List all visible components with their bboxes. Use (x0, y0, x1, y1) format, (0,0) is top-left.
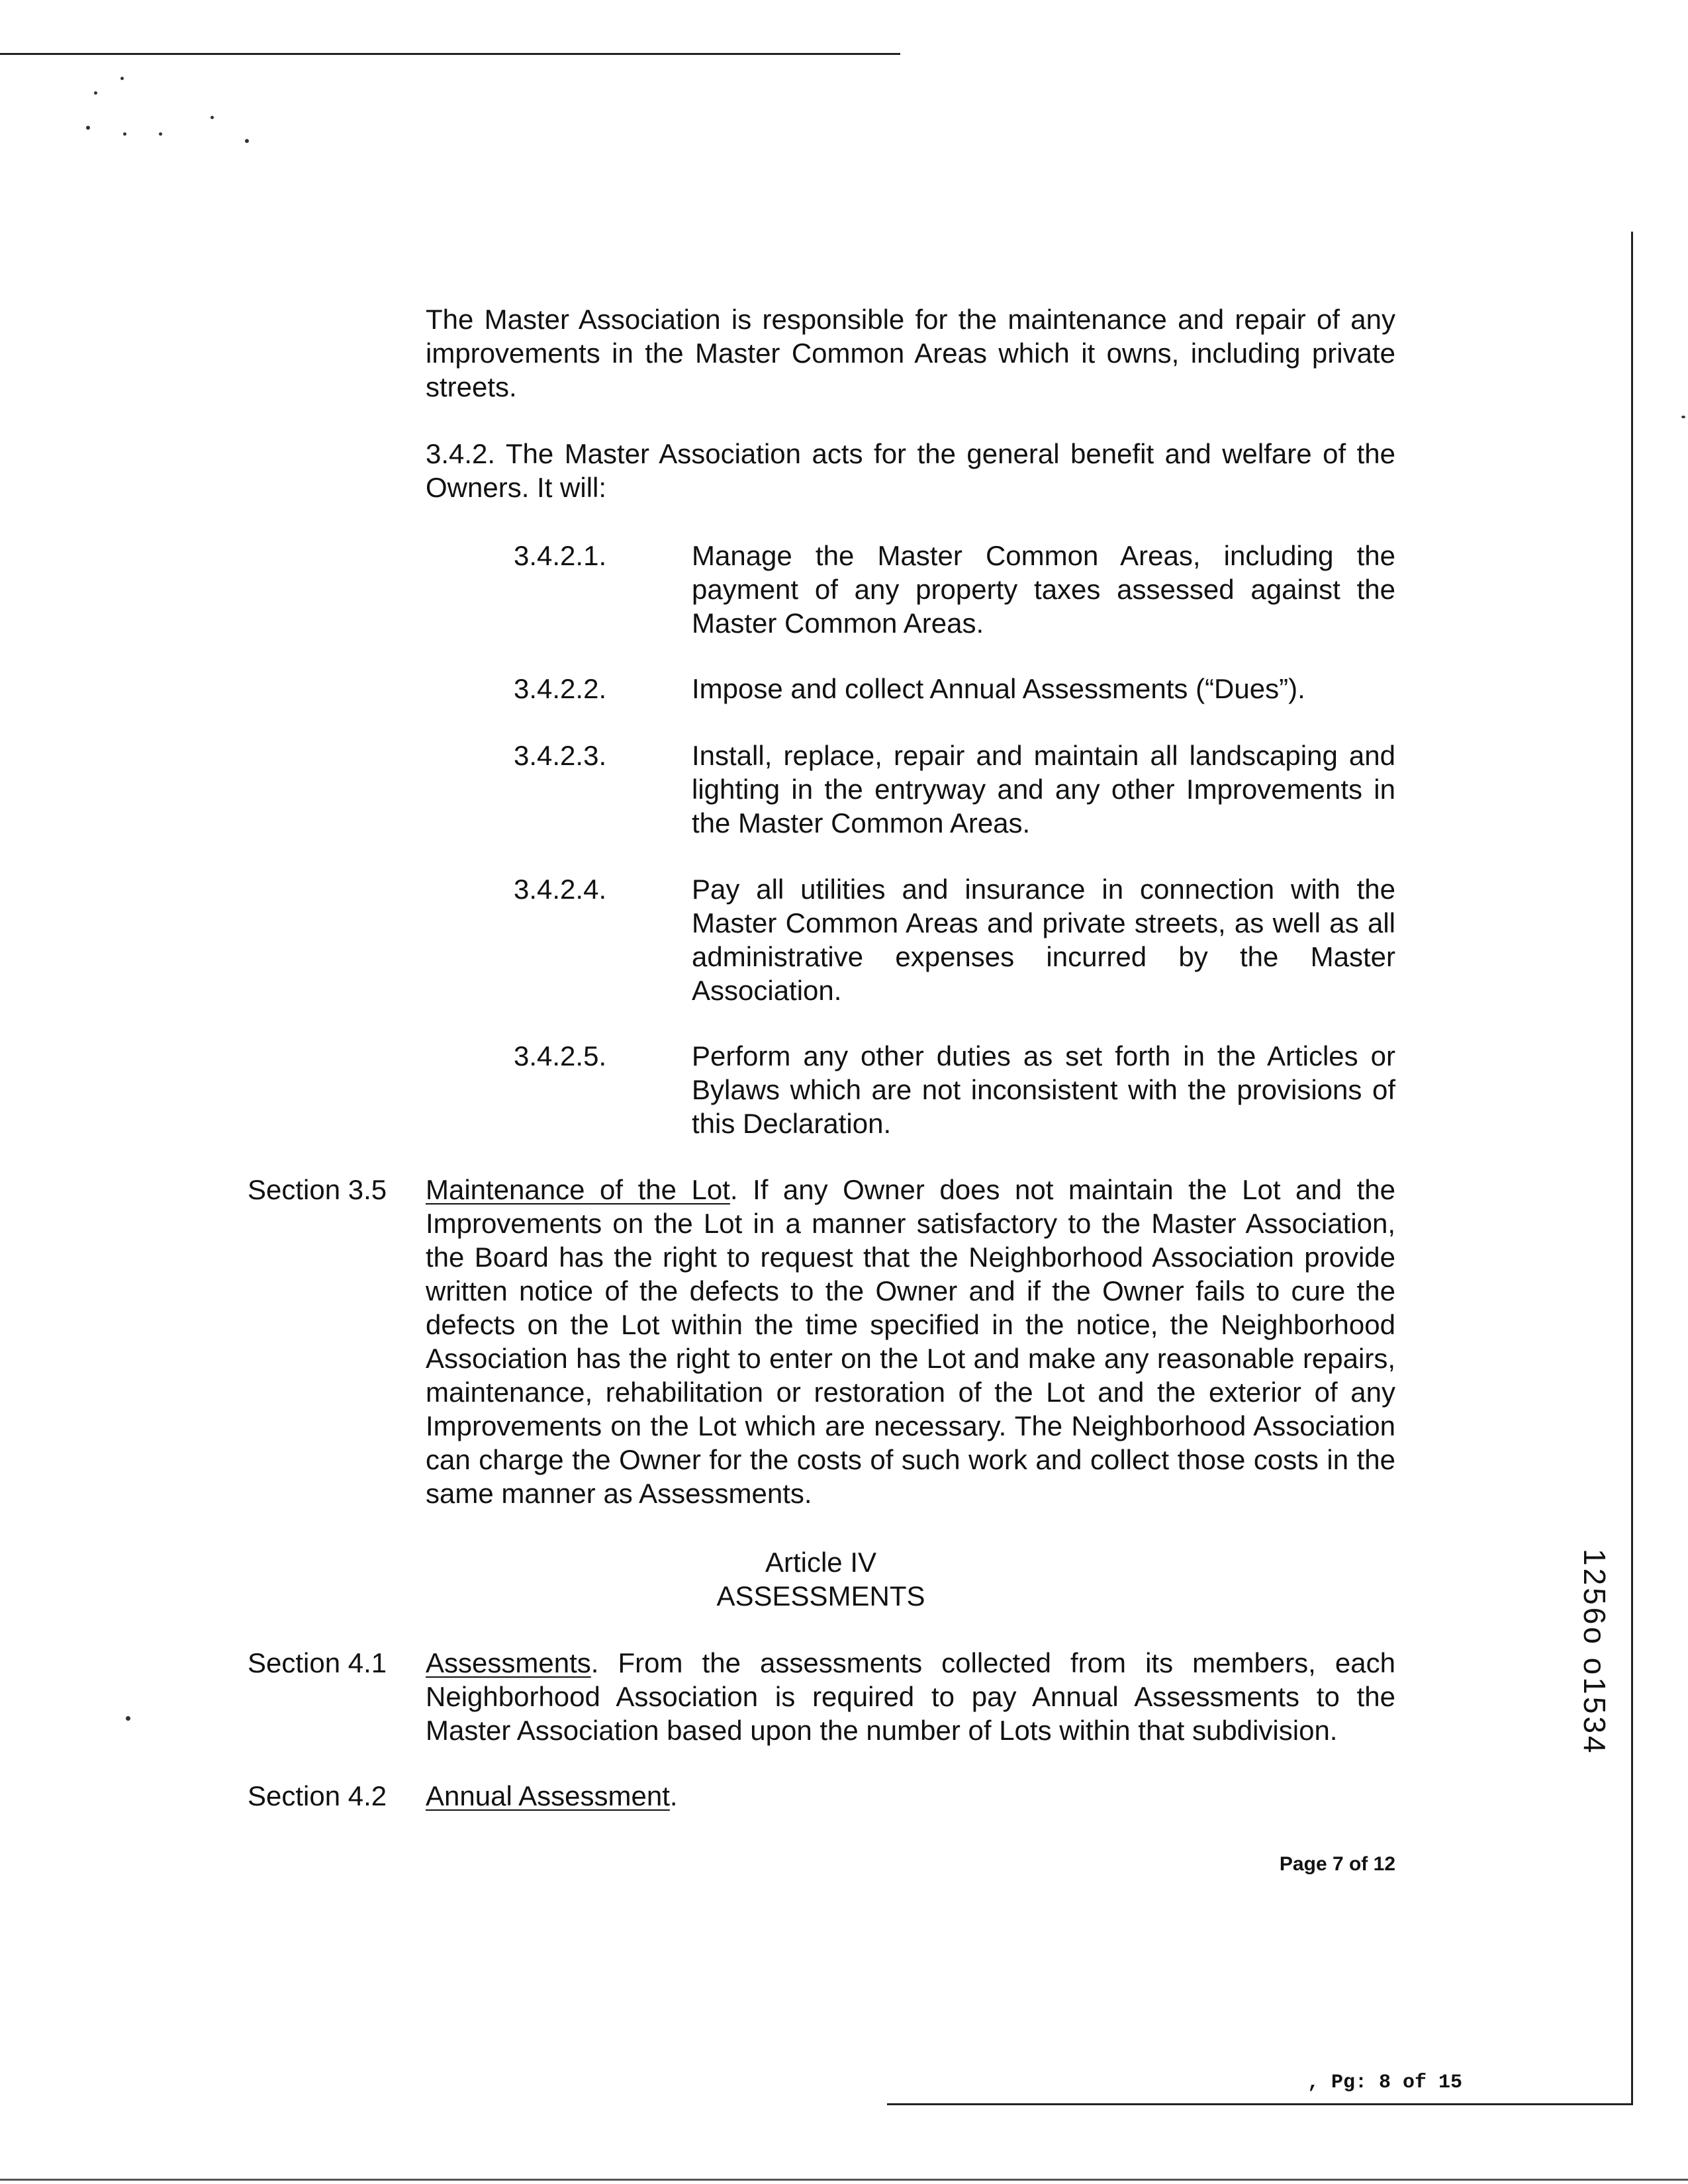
duty-text: Pay all utilities and insurance in connection with the Master Common Areas and private streets, as well as all administrative expenses incurred by the Master Association. (692, 874, 1395, 1006)
duty-text: Manage the Master Common Areas, including the payment of any property taxes assessed against the Master Common Areas. (692, 540, 1395, 639)
bottom-rule (887, 2103, 1633, 2105)
scan-speck (211, 116, 214, 119)
page-number: Page 7 of 12 (1279, 1853, 1395, 1875)
section-heading: Maintenance of the Lot (426, 1174, 730, 1205)
clause-3-4-2: 3.4.2. The Master Association acts for the general benefit and welfare of the Owners. It will: (426, 438, 1395, 503)
scan-speck (94, 91, 97, 95)
scan-speck (159, 132, 162, 136)
section-label: Section 4.1 (248, 1647, 387, 1678)
scan-speck (1681, 416, 1685, 418)
recording-number: 1256o o1534 (1577, 1549, 1612, 1756)
duty-text: Impose and collect Annual Assessments (“Dues”). (692, 673, 1305, 704)
duty-number: 3.4.2.2. (514, 673, 607, 704)
scan-speck (120, 77, 124, 80)
scan-speck (86, 126, 90, 130)
footer-page-stamp: , Pg: 8 of 15 (1307, 2071, 1463, 2094)
duty-number: 3.4.2.3. (514, 740, 607, 771)
section-label: Section 4.2 (248, 1780, 387, 1811)
section-3-5-body (426, 1173, 1395, 1510)
section-body: . (669, 1780, 678, 1811)
section-body: . If any Owner does not maintain the Lot and the Improvements on the Lot in a manner satisfactory to the Master Association, the Board has the right to request that the Neighborhood Association provide written notice of the defects to the Owner and if the Owner fails to cure the defects on the Lot within the time specified in the notice, the Neighborhood Association has the right to enter on the Lot and make any reasonable repairs, maintenance, rehabilitation or restoration of the Lot and the exterior of any Improvements on the Lot which are necessary. The Neighborhood Association can charge the Owner for the costs of such work and collect those costs in the same manner as Assessments. (426, 1174, 1395, 1509)
section-label: Section 3.5 (248, 1174, 387, 1205)
duty-number: 3.4.2.5. (514, 1040, 607, 1071)
scan-speck (126, 1716, 130, 1721)
section-heading: Annual Assessment (426, 1780, 670, 1811)
right-border-rule (1631, 232, 1633, 2105)
section-heading: Assessments (426, 1647, 591, 1678)
scan-bottom-edge (0, 2179, 1688, 2181)
intro-paragraph: The Master Association is responsible for the maintenance and repair of any improvements in the Master Common Areas which it owns, including private streets. (426, 304, 1395, 402)
section-4-1-body (426, 1646, 1395, 1747)
article-title: ASSESSMENTS (716, 1580, 925, 1612)
duty-text: Install, replace, repair and maintain all landscaping and lighting in the entryway and any other Improvements in the Master Common Areas. (692, 740, 1395, 839)
duty-text: Perform any other duties as set forth in the Articles or Bylaws which are not inconsistent with the provisions of this Declaration. (692, 1040, 1395, 1139)
scan-speck (123, 132, 126, 136)
section-4-2-body (426, 1779, 678, 1813)
duty-number: 3.4.2.4. (514, 874, 607, 905)
section-body: . From the assessments collected from its members, each Neighborhood Association is required to pay Annual Assessments to the Master Association based upon the number of Lots within that subdivision. (426, 1647, 1395, 1746)
top-rule (0, 53, 900, 55)
duty-number: 3.4.2.1. (514, 540, 607, 571)
scan-speck (245, 139, 249, 143)
article-number: Article IV (765, 1547, 877, 1578)
